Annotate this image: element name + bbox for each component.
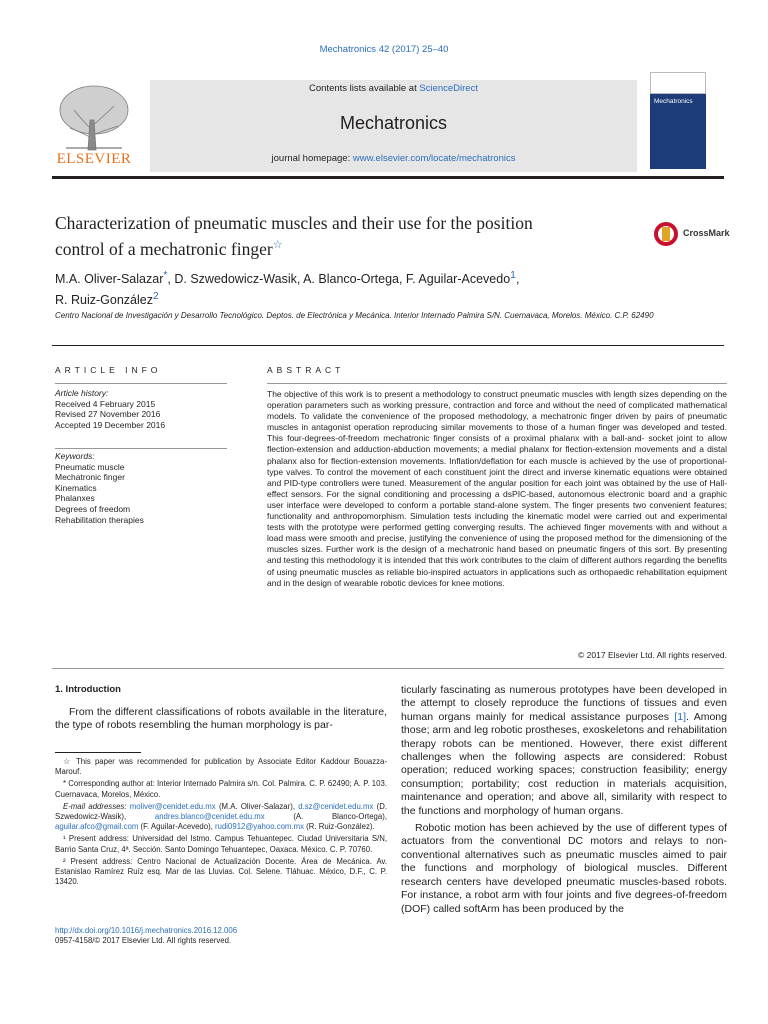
paragraph-text: . Among those; arm and leg robotic prostheses, exoskeletons and rehabilitation therapy robots can be mentioned. However, there exist different challenges when the following aspects are considered: Robust operation; reduced working spaces; construction feasibility; energy consumption; portability; cost reduction in materials acquisition, maintenance and operation; and above all, similarity with respect to the functions and morphology of human organs. — [401, 710, 727, 817]
email-owner: (D. Szwedowicz-Wasik), — [55, 801, 387, 822]
citation-link[interactable]: [1] — [674, 710, 687, 723]
author-separator: , — [515, 272, 520, 287]
crossmark-label: CrossMark — [683, 228, 730, 238]
revised-date: Revised 27 November 2016 — [55, 409, 161, 420]
author-names: , D. Szwedowicz-Wasik, A. Blanco-Ortega, F. Aguilar-Acevedo — [167, 272, 511, 287]
email-link[interactable]: moliver@cenidet.edu.mx — [129, 801, 216, 811]
email-owner: (M.A. Oliver-Salazar), — [215, 801, 299, 811]
affiliation: Centro Nacional de Investigación y Desarrollo Tecnológico. Deptos. de Electrónica y Mecánica. Interior Internado Palmira S/N. Cuernavaca, Morelos. México. C.P. 62490 — [55, 311, 654, 320]
keyword: Degrees of freedom — [55, 503, 131, 514]
homepage-link[interactable]: www.elsevier.com/locate/mechatronics — [352, 153, 516, 164]
abstract-text: The objective of this work is to present a methodology to construct pneumatic muscles with length sizes depending on the operation parameters such as working pressure, contraction and force and without the need of complicated mathematical models. To validate the convenience of the proposed methodology, a mechatronic finger driven by pairs of pneumatic muscles in antagonist operation reproducing similar movements to those of a human finger was developed and tested. This four-degrees-of-freedom mechatronic finger consists of a proximal phalanx with a ball-and- socket joint to allow flection-extension and adduction-abduction movements; a medial phalanx for flection-extension movements and a distal phalanx also for flection-extension movements. Inflation/deflation for each muscle is achieved by the use of proportional-type valves. To control the movement of each constituent joint the direct and inverse kinematic equations were obtained and PID-type controllers were tuned. Measurement of the angular position for each joint was obtained by the use of Hall-effect sensors. For the signal conditioning and processing a dsPIC-based, autonomous electronic board and a graphic user interface were developed to conform a portable stand-alone system. The finger presents two convenient features; functionality and anthropomorphism. Simulation tests including the kinematic model were carried out and experimental tests with the prototype were performed getting converging results. The achieved finger movements with and without a load mass were smooth and precise, justifying the convenience of using the proposed method for the dimensioning of the muscles sizes. Further work is the design of a mechatronic hand based on pneumatic fingers of this sort. By presenting and testing this methodology it is intended that this work contributes to the claim of different authors regarding the benefits of using pneumatic muscles as reliable bio-inspired actuators in applications such as orthopaedic rehabilitation equipment and in the design of wearable robotic devices for knee motions. — [267, 389, 727, 588]
title-line-1: Characterization of pneumatic muscles and their use for the position — [55, 213, 533, 233]
footnote-editor: ☆ This paper was recommended for publication by Associate Editor Kaddour Bouazza-Marouf. — [55, 757, 387, 777]
keyword: Mechatronic finger — [55, 472, 125, 483]
homepage-line — [150, 153, 637, 164]
title-line-2: control of a mechatronic finger — [55, 238, 273, 259]
publisher-wordmark: ELSEVIER — [56, 151, 132, 167]
doi-link[interactable]: http://dx.doi.org/10.1016/j.mechatronics.2016.12.006 — [55, 926, 238, 935]
email-owner: (R. Ruiz-González). — [304, 822, 375, 832]
crossmark-icon — [653, 219, 679, 249]
email-label: E-mail addresses: — [63, 801, 127, 811]
keywords-label: Keywords: — [55, 451, 95, 461]
intro-paragraph-continued — [401, 684, 727, 818]
header-rule — [52, 176, 724, 179]
intro-paragraph: From the different classifications of robots available in the literature, the type of robots resembling the human morphology is par- — [55, 706, 387, 732]
email-link[interactable]: d.sz@cenidet.edu.mx — [298, 801, 374, 811]
footnote-rule — [55, 752, 141, 753]
affiliation-marker[interactable]: 1 — [510, 270, 516, 281]
keyword: Phalanxes — [55, 493, 95, 504]
accepted-date: Accepted 19 December 2016 — [55, 419, 166, 430]
article-history — [55, 388, 227, 430]
abstract-heading: ABSTRACT — [267, 365, 345, 375]
affiliation-marker[interactable]: 2 — [152, 291, 159, 303]
author-name: M.A. Oliver-Salazar — [55, 272, 164, 287]
email-link[interactable]: andres.blanco@cenidet.edu.mx — [154, 812, 265, 822]
homepage-prefix: journal homepage: — [271, 153, 353, 164]
keyword: Kinematics — [55, 482, 97, 493]
footnote-address-1: ¹ Present address: Universidad del Istmo. Campus Tehuantepec. Ciudad Universitaria S/N, Barrio Santa Cruz, 4ª. Sección. Santo Domingo Tehuantepec, Oaxaca. México. C. P. 70760. — [55, 834, 387, 854]
title-footnote-marker[interactable]: ☆ — [272, 239, 283, 251]
author-list — [55, 267, 695, 309]
footnotes — [55, 757, 387, 889]
footnote-emails — [55, 802, 387, 833]
sciencedirect-link[interactable]: ScienceDirect — [419, 83, 478, 94]
email-owner: (A. Blanco-Ortega), — [264, 812, 387, 822]
footnote-corresponding: * Corresponding author at: Interior Internado Palmira s/n. Col. Palmira. C. P. 62490; A. P. 103. Cuernavaca, Morelos, México. — [55, 779, 387, 799]
paragraph-text: ticularly fascinating as numerous prototypes have been developed in the attempt to closely reproduce the functions of tissues and even human organs mainly for medical assistance purposes — [401, 684, 727, 723]
history-label: Article history: — [55, 388, 109, 398]
doi-block — [55, 926, 387, 946]
intro-paragraph: Robotic motion has been achieved by the use of different types of actuators from the conventional DC motors and relays to non-conventional alternatives such as pneumatic muscles aimed to pair the functions and morphology of biological muscles. Different research centers have developed pneumatic muscles-based robots. For instance, a robot arm with four joints and five degrees-of-freedom (DOF) called softArm has been produced by the — [401, 822, 727, 915]
cover-title: Mechatronics — [654, 98, 693, 105]
article-info-rule — [55, 383, 227, 384]
crossmark-badge[interactable] — [653, 219, 753, 249]
email-link[interactable]: aguilar.afco@gmail.com — [55, 822, 139, 832]
section-rule — [52, 345, 724, 346]
abstract-rule — [267, 383, 727, 384]
author-name: R. Ruiz-González — [55, 293, 153, 308]
keyword: Rehabilitation therapies — [55, 514, 144, 525]
footnote-address-2: ² Present address: Centro Nacional de Actualización Docente. Área de Mecánica. Av. Estanislao Ramírez Ruíz esq. Mar de las Lluvias. Col. Selene. Tláhuac. México, D.F., C. P. 13420. — [55, 856, 387, 887]
section-heading-introduction: 1. Introduction — [55, 684, 121, 695]
received-date: Received 4 February 2015 — [55, 398, 156, 409]
email-link[interactable]: rudi0912@yahoo.com.mx — [215, 822, 304, 832]
article-info-heading: ARTICLE INFO — [55, 365, 162, 375]
abstract-bottom-rule — [52, 668, 724, 669]
abstract-copyright: © 2017 Elsevier Ltd. All rights reserved. — [578, 650, 727, 660]
cover-top-panel — [650, 72, 706, 94]
journal-name: Mechatronics — [339, 113, 448, 133]
contents-prefix: Contents lists available at — [309, 83, 420, 94]
keywords — [55, 451, 227, 525]
contents-line — [150, 83, 637, 94]
journal-reference[interactable]: Mechatronics 42 (2017) 25–40 — [319, 44, 449, 55]
keyword: Pneumatic muscle — [55, 461, 125, 472]
keywords-rule — [55, 448, 227, 449]
corresponding-author-marker[interactable]: * — [163, 270, 168, 281]
journal-cover-thumbnail[interactable] — [650, 72, 706, 169]
email-owner: (F. Aguilar-Acevedo), — [138, 822, 216, 832]
right-column — [401, 684, 727, 920]
issn-copyright: 0957-4158/© 2017 Elsevier Ltd. All rights reserved. — [55, 936, 232, 945]
paper-title — [55, 212, 635, 260]
